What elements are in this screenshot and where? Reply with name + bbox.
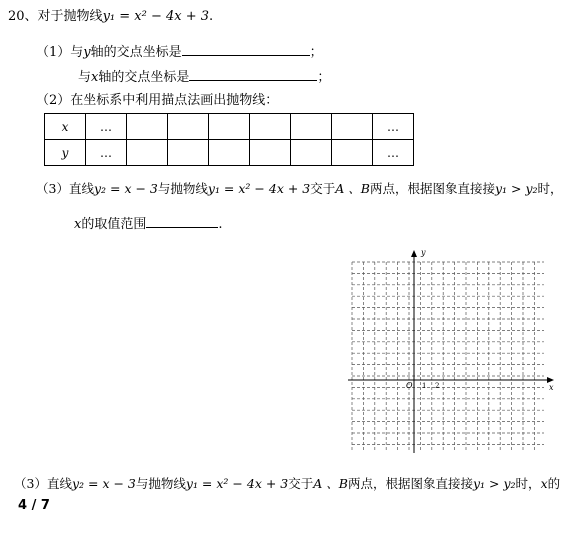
- x-variable: x: [540, 476, 548, 491]
- part3-label: （3）直线: [14, 476, 72, 491]
- table-cell[interactable]: [127, 140, 168, 166]
- value-table: [44, 113, 414, 166]
- part1-y-intercept: [36, 43, 323, 61]
- period: .: [209, 9, 214, 24]
- parabola-equation: y₁ = x² − 4x + 3: [185, 476, 289, 491]
- tick-label-1: 1: [422, 382, 427, 390]
- part1-x-intercept: [78, 68, 330, 86]
- part3-intersect: 交于: [310, 181, 336, 196]
- table-cell: x: [45, 114, 86, 140]
- part3-mid: 与抛物线: [157, 181, 208, 196]
- page-number: 4 / 7: [18, 498, 50, 513]
- semicolon: ；: [317, 70, 331, 85]
- part3-mid: 与抛物线: [135, 476, 186, 491]
- table-cell: …: [86, 114, 127, 140]
- parabola-equation: y₁ = x² − 4x + 3: [207, 181, 311, 196]
- table-row-y: [45, 140, 414, 166]
- table-cell[interactable]: [168, 140, 209, 166]
- bottom-part3-statement: [14, 476, 560, 492]
- bottom-end: 的: [547, 476, 561, 491]
- table-cell[interactable]: [291, 114, 332, 140]
- coordinate-grid: [344, 248, 556, 458]
- inequality-condition: y₁ > y₂: [472, 476, 516, 491]
- part3-intersect: 交于: [288, 476, 314, 491]
- y-axis-label: y: [421, 248, 426, 257]
- part3-statement: [36, 181, 563, 197]
- part1-y-text: 轴的交点坐标是: [90, 45, 182, 60]
- table-cell[interactable]: [291, 140, 332, 166]
- x-variable: x: [74, 217, 82, 232]
- table-cell[interactable]: [209, 114, 250, 140]
- question-number: 20、: [8, 9, 38, 24]
- part3-rest: 两点，根据图象直接接: [369, 181, 495, 196]
- x-variable: x: [91, 70, 99, 85]
- range-text: 的取值范围: [81, 217, 147, 232]
- table-row-x: [45, 114, 414, 140]
- grid-lines: [352, 262, 544, 450]
- part3-rest: 两点，根据图象直接接: [347, 476, 473, 491]
- points-ab: A 、B: [313, 476, 348, 491]
- table-cell: …: [373, 140, 414, 166]
- part1-label: （1）与: [36, 45, 84, 60]
- table-cell: …: [373, 114, 414, 140]
- table-cell[interactable]: [332, 140, 373, 166]
- part3-range-line: [74, 215, 223, 233]
- line-equation: y₂ = x − 3: [71, 476, 136, 491]
- table-cell: …: [86, 140, 127, 166]
- points-ab: A 、B: [335, 181, 370, 196]
- table-cell[interactable]: [209, 140, 250, 166]
- answer-blank-x-intercept[interactable]: [189, 68, 317, 81]
- parabola-equation: y₁ = x² − 4x + 3: [102, 9, 210, 24]
- part2-instruction: （2）在坐标系中利用描点法画出抛物线：: [36, 93, 279, 108]
- part3-tail: 时，: [537, 181, 563, 196]
- x-axis-label: x: [549, 383, 554, 392]
- line-equation: y₂ = x − 3: [93, 181, 158, 196]
- part3-label: （3）直线: [36, 181, 94, 196]
- origin-label: O: [406, 381, 413, 390]
- y-variable: y: [83, 45, 91, 60]
- table-cell[interactable]: [168, 114, 209, 140]
- table-cell[interactable]: [250, 140, 291, 166]
- period: .: [218, 217, 223, 232]
- tick-label-2: 2: [435, 382, 440, 390]
- part1-b-prefix: 与: [78, 70, 92, 85]
- table-cell: y: [45, 140, 86, 166]
- question-intro: 对于抛物线: [37, 9, 103, 24]
- table-cell[interactable]: [127, 114, 168, 140]
- answer-blank-y-intercept[interactable]: [182, 43, 310, 56]
- inequality-condition: y₁ > y₂: [494, 181, 538, 196]
- answer-blank-range[interactable]: [146, 215, 218, 228]
- part3-tail: 时，: [515, 476, 541, 491]
- question-header: [8, 9, 213, 25]
- semicolon: ；: [309, 45, 323, 60]
- table-cell[interactable]: [332, 114, 373, 140]
- part1-x-text: 轴的交点坐标是: [98, 70, 190, 85]
- y-axis-arrow-icon: [411, 250, 417, 257]
- table-cell[interactable]: [250, 114, 291, 140]
